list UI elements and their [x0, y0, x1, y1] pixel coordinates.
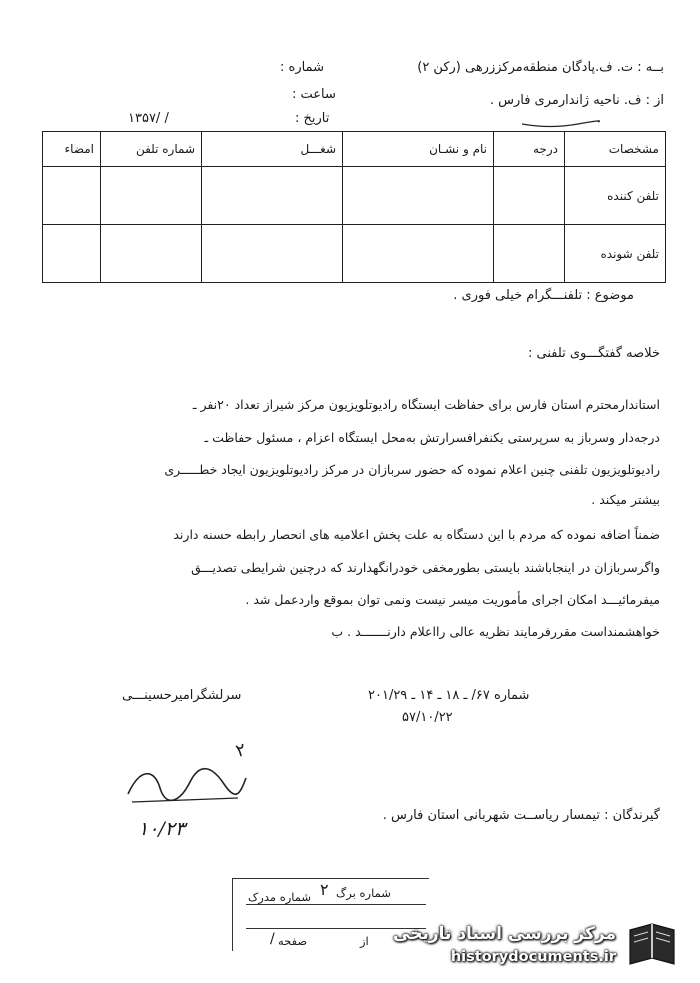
table-row — [43, 167, 666, 225]
watermark — [393, 918, 690, 974]
col-header: شغـــل — [202, 132, 343, 167]
recipients-line: گیرندگان : تیمسار ریاســت شهربانی استان فارس . — [382, 808, 660, 823]
signatory-name: سرلشگرامیرحسینـــی — [122, 688, 242, 703]
summary-title: خلاصه گفتگـــوی تلفنی : — [527, 346, 660, 361]
row-label: تلفن شونده — [565, 225, 666, 283]
from-line: از : ف. ناحیه ژاندارمری فارس . — [489, 93, 664, 108]
col-header: درجه — [494, 132, 565, 167]
stamp-divider — [246, 904, 426, 906]
stamp-sheet-label: شماره مدرک — [248, 890, 312, 904]
reference-number: شماره ۶۷/ ـ ۱۸ ـ ۱۴ ـ ۲۰۱/۲۹ — [368, 688, 530, 703]
underline-mark — [520, 116, 600, 130]
col-header: نام و نشـان — [343, 132, 494, 167]
table-header-row — [43, 132, 666, 167]
col-header: امضاء — [43, 132, 101, 167]
number-label: شماره : — [280, 60, 324, 75]
watermark-url: historydocuments.ir — [450, 949, 616, 965]
reference-date: ۵۷/۱۰/۲۲ — [402, 710, 453, 725]
subject-line: موضوع : تلفنـــگرام خیلی فوری . — [453, 288, 634, 303]
body-line: ضمناً اضافه نموده که مردم با این دستگاه به علت پخش اعلامیه های انحصار رابطه حسنه دارند — [173, 527, 660, 542]
stamp-page-label: صفحه — [278, 934, 308, 948]
col-header: شماره تلفن — [101, 132, 202, 167]
body-line: درجه‌دار وسرباز به سرپرستی یکنفرافسرارتش به‌محل ایستگاه اعزام ، مسئول حفاظت ـ — [204, 430, 660, 445]
stamp-from-label: از — [360, 934, 369, 948]
date-value: ۱۳۵۷/ / — [128, 111, 169, 126]
body-line: استاندارمحترم استان فارس برای حفاظت ایستگاه رادیوتلویزیون مرکز شیراز تعداد ۲۰نفر ـ — [192, 397, 660, 412]
date-label: تاریخ : — [295, 111, 330, 126]
body-line: واگرسربازان در اینجاباشند بایستی بطورمخفی خودرانگهدارند که درچنین شرایطی تصدیـــق — [191, 560, 660, 575]
body-line: رادیوتلویزیون تلفنی چنین اعلام نموده که حضور سربازان در مرکز رادیوتلویزیون ایجاد خطـــــری — [164, 462, 660, 477]
row-label: تلفن کننده — [565, 167, 666, 225]
handwritten-number: ۱۰/۲۳ — [138, 818, 186, 840]
table-row — [43, 225, 666, 283]
watermark-title: مرکز بررسی اسناد تاریخی — [393, 924, 616, 944]
stamp-reg-label: شماره برگ — [336, 886, 391, 900]
time-label: ساعت : — [292, 87, 336, 102]
stamp-slash: / — [270, 931, 275, 947]
call-info-table — [42, 131, 666, 283]
to-line: بــه : ت. ف.پادگان منطقه‌مرکززرهی (رکن ۲) — [417, 60, 664, 75]
body-line: بیشتر میکند . — [591, 492, 660, 507]
body-line: میفرمائیـــد امکان اجرای مأموریت میسر نیست ونمی توان بموقع واردعمل شد . — [245, 592, 660, 607]
book-logo-icon — [624, 920, 680, 970]
handwritten-note — [120, 758, 250, 808]
body-line: خواهشمنداست مقررفرمایند نظریه عالی رااعلام دارنـــــــد . ب — [331, 624, 660, 639]
stamp-reg-value: ۲ — [320, 880, 329, 899]
handwritten-mark: ۲ — [233, 739, 249, 762]
col-header: مشخصات — [565, 132, 666, 167]
